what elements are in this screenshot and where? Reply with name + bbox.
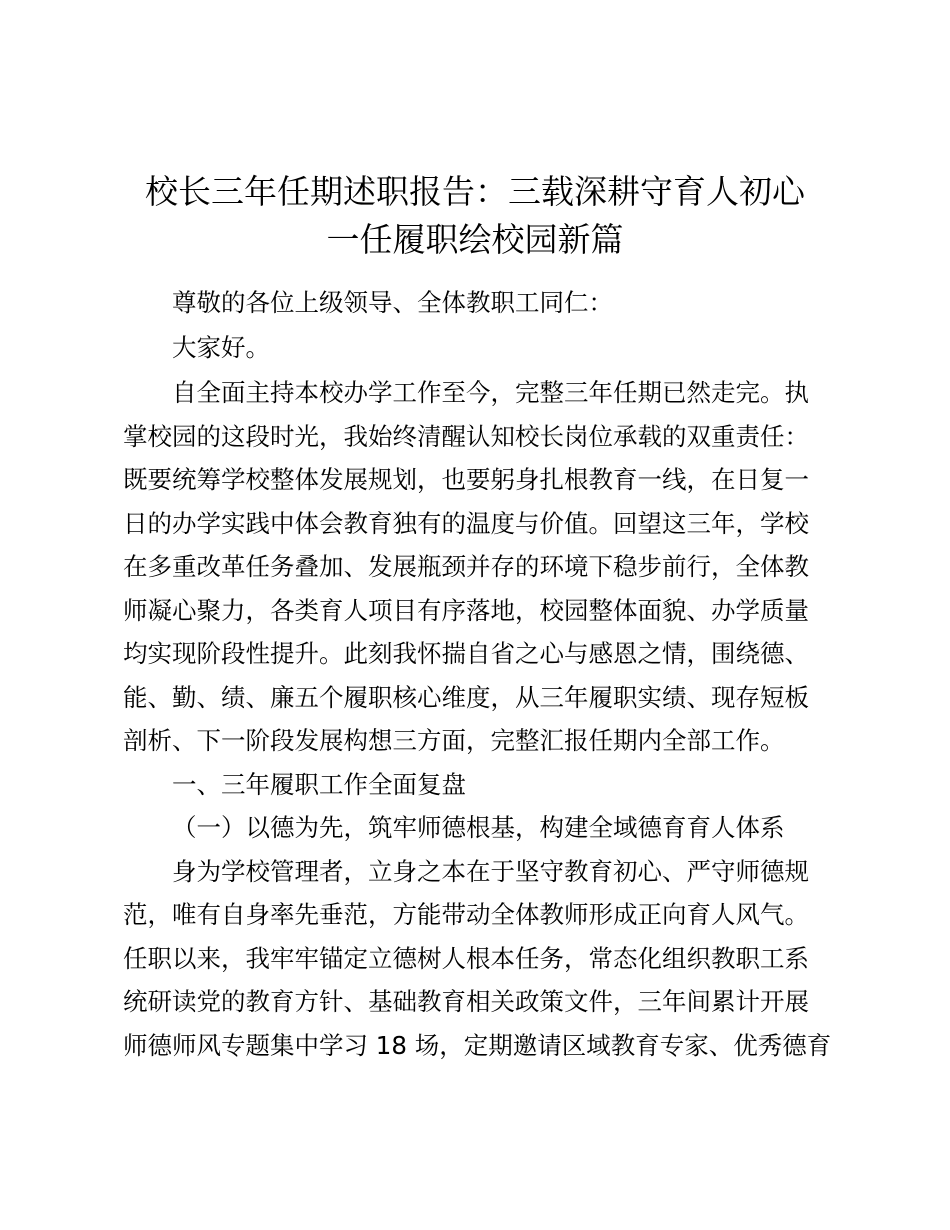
paragraph-line: 身为学校管理者，立身之本在于坚守教育初心、严守师德规 [172,857,809,886]
paragraph-line: 在多重改革任务叠加、发展瓶颈并存的环境下稳步前行，全体教 [123,552,809,581]
greeting: 大家好。 [172,333,270,362]
paragraph-line: 统研读党的教育方针、基础教育相关政策文件，三年间累计开展 [123,987,809,1016]
paragraph-line: 范，唯有自身率先垂范，方能带动全体教师形成正向育人风气。 [123,900,809,929]
document-title-line-1: 校长三年任期述职报告：三载深耕守育人初心 [145,172,805,211]
paragraph-line: 师凝心聚力，各类育人项目有序落地，校园整体面貌、办学质量 [123,596,809,625]
paragraph-line: 日的办学实践中体会教育独有的温度与价值。回望这三年，学校 [123,509,809,538]
paragraph-line: 能、勤、绩、廉五个履职核心维度，从三年履职实绩、现存短板 [123,683,809,712]
paragraph-line: 剖析、下一阶段发展构想三方面，完整汇报任期内全部工作。 [123,726,785,755]
paragraph-line: 均实现阶段性提升。此刻我怀揣自省之心与感恩之情，围绕德、 [123,639,809,668]
section-heading: 一、三年履职工作全面复盘 [172,770,466,799]
paragraph-line: 自全面主持本校办学工作至今，完整三年任期已然走完。执 [172,378,809,407]
paragraph-line: 掌校园的这段时光，我始终清醒认知校长岗位承载的双重责任： [123,422,809,451]
paragraph-line: 既要统筹学校整体发展规划，也要躬身扎根教育一线，在日复一 [123,465,809,494]
paragraph-line: 师德师风专题集中学习 18 场，定期邀请区域教育专家、优秀德育 [123,1031,832,1060]
document-title-line-2: 一任履职绘校园新篇 [326,220,624,259]
salutation: 尊敬的各位上级领导、全体教职工同仁： [172,288,613,317]
subsection-heading: （一）以德为先，筑牢师德根基，构建全域德育育人体系 [172,813,785,842]
paragraph-line: 任职以来，我牢牢锚定立德树人根本任务，常态化组织教职工系 [123,944,809,973]
